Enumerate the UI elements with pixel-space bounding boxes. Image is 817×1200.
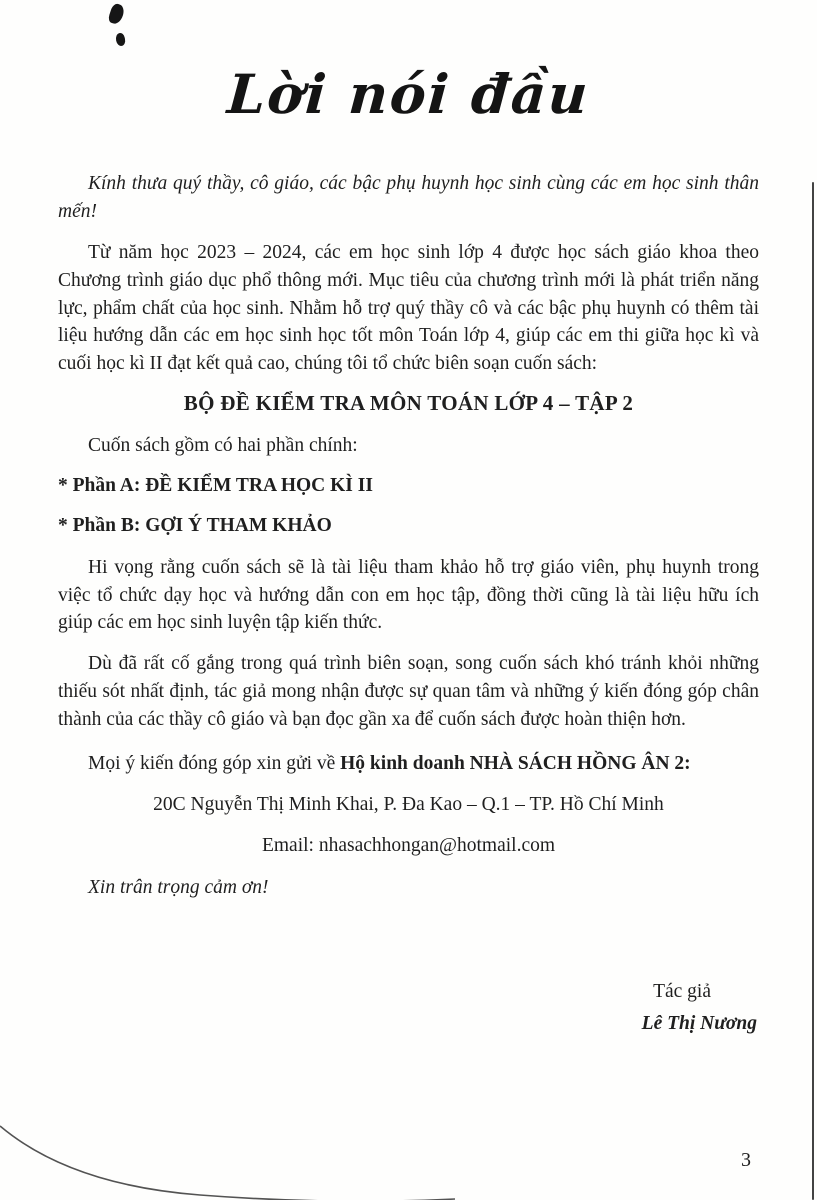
publisher-email: Email: nhasachhongan@hotmail.com xyxy=(261,834,556,856)
author-name: Lê Thị Nương xyxy=(641,1013,757,1035)
page-title: Lời nói đầu xyxy=(225,62,592,126)
part-a-line: * Phần A: ĐỀ KIỂM TRA HỌC KÌ II xyxy=(58,475,373,496)
book-title: BỘ ĐỀ KIỂM TRA MÔN TOÁN LỚP 4 – TẬP 2 xyxy=(183,391,634,416)
scan-artifact-top-left-2 xyxy=(115,32,127,47)
hope-paragraph: Hi vọng rằng cuốn sách sẽ là tài liệu tham khảo hỗ trợ giáo viên, phụ huynh trong việc tổ chức dạy học và hướng dẫn con em học tập, đồng thời cũng là tài liệu hữu ích giúp các em học sinh luyện tập kiến thức. xyxy=(58,556,759,634)
page-number: 3 xyxy=(741,1149,751,1171)
feedback-prefix-text: Mọi ý kiến đóng góp xin gửi về xyxy=(88,752,341,774)
feedback-publisher-name: Hộ kinh doanh NHÀ SÁCH HỒNG ÂN 2: xyxy=(340,752,691,774)
scan-artifact-top-left-1 xyxy=(107,2,126,25)
author-label: Tác giả xyxy=(653,981,711,1003)
author-block xyxy=(58,981,759,1035)
contents-intro: Cuốn sách gồm có hai phần chính: xyxy=(88,435,358,457)
thanks-line: Xin trân trọng cảm ơn! xyxy=(88,876,269,898)
feedback-line xyxy=(58,750,759,778)
intro-paragraph: Từ năm học 2023 – 2024, các em học sinh lớp 4 được học sách giáo khoa theo Chương trình giáo dục phổ thông mới. Mục tiêu của chương trình mới là phát triển năng lực, phẩm chất của học sinh. Nhằm hỗ trợ quý thầy cô và các bậc phụ huynh có thêm tài liệu hướng dẫn các em học sinh học tốt môn Toán lớp 4, giúp các em thi giữa học kì và cuối học kì II đạt kết quả cao, chúng tôi tổ chức biên soạn cuốn sách: xyxy=(58,241,759,375)
part-b-line: * Phần B: GỢI Ý THAM KHẢO xyxy=(58,515,332,537)
page-content xyxy=(0,62,817,1035)
greeting-paragraph: Kính thưa quý thầy, cô giáo, các bậc phụ huynh học sinh cùng các em học sinh thân mến! xyxy=(58,173,759,222)
publisher-address: 20C Nguyễn Thị Minh Khai, P. Đa Kao – Q.1 – TP. Hồ Chí Minh xyxy=(153,793,664,815)
apology-paragraph: Dù đã rất cố gắng trong quá trình biên soạn, song cuốn sách khó tránh khỏi những thiếu sót nhất định, tác giả mong nhận được sự quan tâm và những ý kiến đóng góp chân thành của các thầy cô giáo và bạn đọc gần xa để cuốn sách được hoàn thiện hơn. xyxy=(58,653,759,730)
